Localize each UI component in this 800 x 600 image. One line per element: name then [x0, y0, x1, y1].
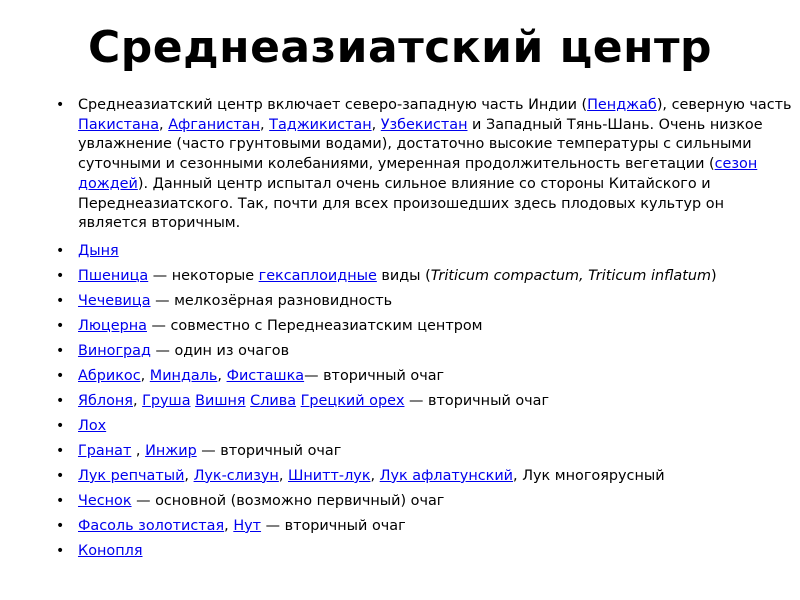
link-узбекистан[interactable]: Узбекистан — [380, 116, 468, 133]
bullet-list — [56, 96, 796, 566]
link-виноград[interactable]: Виноград — [78, 342, 151, 359]
list-item-text — [78, 418, 106, 434]
text-fragment: ), северную часть — [656, 97, 792, 113]
link-чеснок[interactable]: Чеснок — [78, 492, 132, 509]
slide-title: Среднеазиатский центр — [88, 22, 712, 73]
intro-text — [78, 97, 792, 231]
text-fragment: — совместно с Переднеазиатским центром — [146, 317, 483, 334]
list-item — [56, 491, 796, 511]
text-fragment: виды ( — [376, 267, 431, 284]
link-грецкий-орех[interactable]: Грецкий орех — [300, 392, 405, 409]
list-item — [56, 291, 796, 311]
list-item-text — [78, 493, 444, 509]
bullet-marker: • — [56, 97, 65, 113]
link-абрикос[interactable]: Абрикос — [78, 367, 141, 384]
link-гранат[interactable]: Гранат — [78, 442, 132, 459]
list-item-text — [78, 318, 483, 334]
text-fragment: , — [513, 467, 523, 484]
link-груша[interactable]: Груша — [142, 392, 191, 409]
list-item — [56, 466, 796, 486]
bullet-marker: • — [56, 417, 65, 434]
link-сезон-дождей[interactable]: сезон дождей — [78, 156, 758, 192]
list-item-text — [78, 518, 406, 534]
text-fragment: , — [260, 116, 270, 133]
bullet-marker: • — [56, 467, 65, 484]
bullet-marker: • — [56, 292, 65, 309]
text-fragment: , — [184, 467, 194, 484]
list-item — [56, 541, 796, 561]
link-лук-слизун[interactable]: Лук-слизун — [193, 467, 279, 484]
text-fragment: , — [159, 116, 169, 133]
bullet-marker: • — [56, 492, 65, 509]
link-инжир[interactable]: Инжир — [145, 442, 197, 459]
link-фисташка[interactable]: Фисташка — [226, 367, 305, 384]
text-fragment: ) — [711, 267, 717, 284]
link-лох[interactable]: Лох — [78, 417, 107, 434]
link-нут[interactable]: Нут — [233, 517, 262, 534]
link-люцерна[interactable]: Люцерна — [78, 317, 147, 334]
list-item — [56, 341, 796, 361]
list-item — [56, 241, 796, 261]
text-fragment: — некоторые — [148, 267, 259, 284]
link-лук-репчатый[interactable]: Лук репчатый — [78, 467, 185, 484]
list-item — [56, 516, 796, 536]
text-fragment: — вторичный очаг — [261, 517, 406, 534]
list-item — [56, 266, 796, 286]
link-вишня[interactable]: Вишня — [195, 392, 246, 409]
list-item-text — [78, 343, 289, 359]
link-миндаль[interactable]: Миндаль — [149, 367, 218, 384]
list-item-text — [78, 368, 444, 384]
text-fragment: , — [131, 442, 146, 459]
link-афганистан[interactable]: Афганистан — [168, 116, 260, 133]
list-item — [56, 441, 796, 461]
bullet-marker: • — [56, 542, 65, 559]
link-яблоня[interactable]: Яблоня — [78, 392, 133, 409]
text-fragment: , — [224, 517, 234, 534]
link-таджикистан[interactable]: Таджикистан — [269, 116, 372, 133]
bullet-marker: • — [56, 367, 65, 384]
text-fragment: , — [140, 367, 150, 384]
list-item — [56, 416, 796, 436]
link-пшеница[interactable]: Пшеница — [78, 267, 149, 284]
text-fragment: , — [132, 392, 143, 409]
link-пакистана[interactable]: Пакистана — [78, 116, 160, 133]
link-дыня[interactable]: Дыня — [78, 242, 119, 259]
text-fragment: Среднеазиатский центр включает северо-западную часть Индии ( — [78, 97, 588, 113]
list-item-text — [78, 243, 119, 259]
link-конопля[interactable]: Конопля — [78, 542, 143, 559]
italic-text: Triticum compactum, Triticum inflatum — [430, 267, 712, 284]
bullet-marker: • — [56, 392, 65, 409]
link-лук-афлатунский[interactable]: Лук афлатунский — [379, 467, 514, 484]
text-fragment: — один из очагов — [150, 342, 290, 359]
bullet-marker: • — [56, 442, 65, 459]
text-fragment: — мелкозёрная разновидность — [150, 292, 393, 309]
text-fragment: , — [278, 467, 288, 484]
list-item-text — [78, 468, 665, 484]
text-fragment: — вторичный очаг — [196, 442, 342, 459]
list-item — [56, 366, 796, 386]
list-item-text — [78, 393, 549, 409]
link-шнитт-лук[interactable]: Шнитт-лук — [288, 467, 371, 484]
link-чечевица[interactable]: Чечевица — [78, 292, 151, 309]
text-fragment: , — [217, 367, 227, 384]
bullet-marker: • — [56, 242, 65, 259]
text-fragment: — основной (возможно первичный) очаг — [131, 492, 445, 509]
list-item-text — [78, 268, 717, 284]
link-пенджаб[interactable]: Пенджаб — [587, 97, 657, 113]
list-item-text — [78, 293, 392, 309]
link-слива[interactable]: Слива — [250, 392, 297, 409]
bullet-marker: • — [56, 517, 65, 534]
text-fragment: Лук многоярусный — [522, 467, 665, 484]
link-фасоль-золотистая[interactable]: Фасоль золотистая — [78, 517, 225, 534]
list-item-text — [78, 543, 143, 559]
text-fragment: — вторичный очаг — [404, 392, 550, 409]
intro-paragraph — [56, 96, 796, 234]
list-item — [56, 316, 796, 336]
text-fragment: — вторичный очаг — [304, 367, 445, 384]
bullet-marker: • — [56, 267, 65, 284]
text-fragment: , — [370, 467, 380, 484]
text-fragment: , — [371, 116, 381, 133]
list-item-text — [78, 443, 341, 459]
bullet-marker: • — [56, 342, 65, 359]
link-гексаплоидные[interactable]: гексаплоидные — [258, 267, 377, 284]
list-item — [56, 391, 796, 411]
text-fragment: и Западный Тянь-Шань. Очень низкое увлажнение (часто грунтовыми водами), достаточно высокие температуры с сильными суточными и сезонными колебаниями, умеренная продолжительность вегетации ( — [78, 116, 763, 173]
text-fragment: ). Данный центр испытал очень сильное влияние со стороны Китайского и Переднеазиатского. Так, почти для всех произошедших здесь плодовых культур он является вторичным. — [78, 175, 724, 232]
bullet-marker: • — [56, 317, 65, 334]
